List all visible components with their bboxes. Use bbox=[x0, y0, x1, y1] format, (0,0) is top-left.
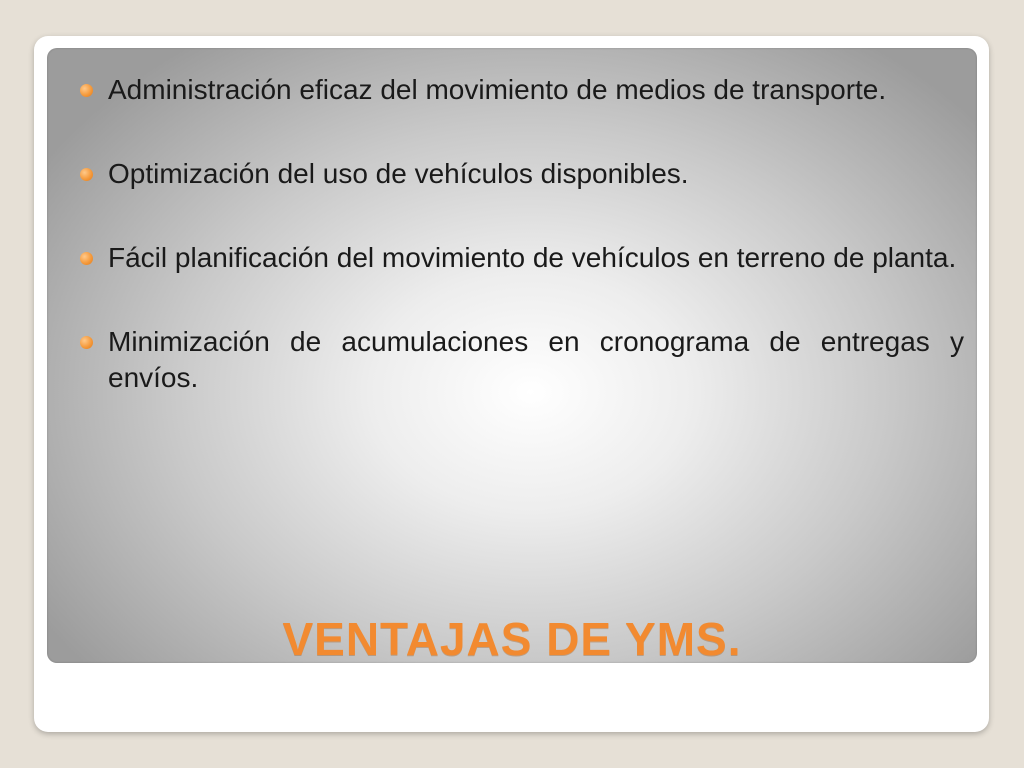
bullet-dot-icon bbox=[80, 252, 93, 265]
bullet-text: Minimización de acumulaciones en cronograma de entregas y envíos. bbox=[108, 326, 964, 393]
list-item bbox=[74, 324, 964, 396]
list-item bbox=[74, 240, 964, 276]
bullet-text: Fácil planificación del movimiento de vehículos en terreno de planta. bbox=[108, 242, 957, 273]
slide-title: VENTAJAS DE YMS. bbox=[282, 613, 742, 665]
bullet-dot-icon bbox=[80, 336, 93, 349]
list-item bbox=[74, 156, 964, 192]
bullet-dot-icon bbox=[80, 84, 93, 97]
bullet-text: Administración eficaz del movimiento de medios de transporte. bbox=[108, 74, 887, 105]
bullet-text: Optimización del uso de vehículos disponibles. bbox=[108, 158, 689, 189]
bullet-list bbox=[74, 72, 964, 396]
bullet-dot-icon bbox=[80, 168, 93, 181]
list-item bbox=[74, 72, 964, 108]
